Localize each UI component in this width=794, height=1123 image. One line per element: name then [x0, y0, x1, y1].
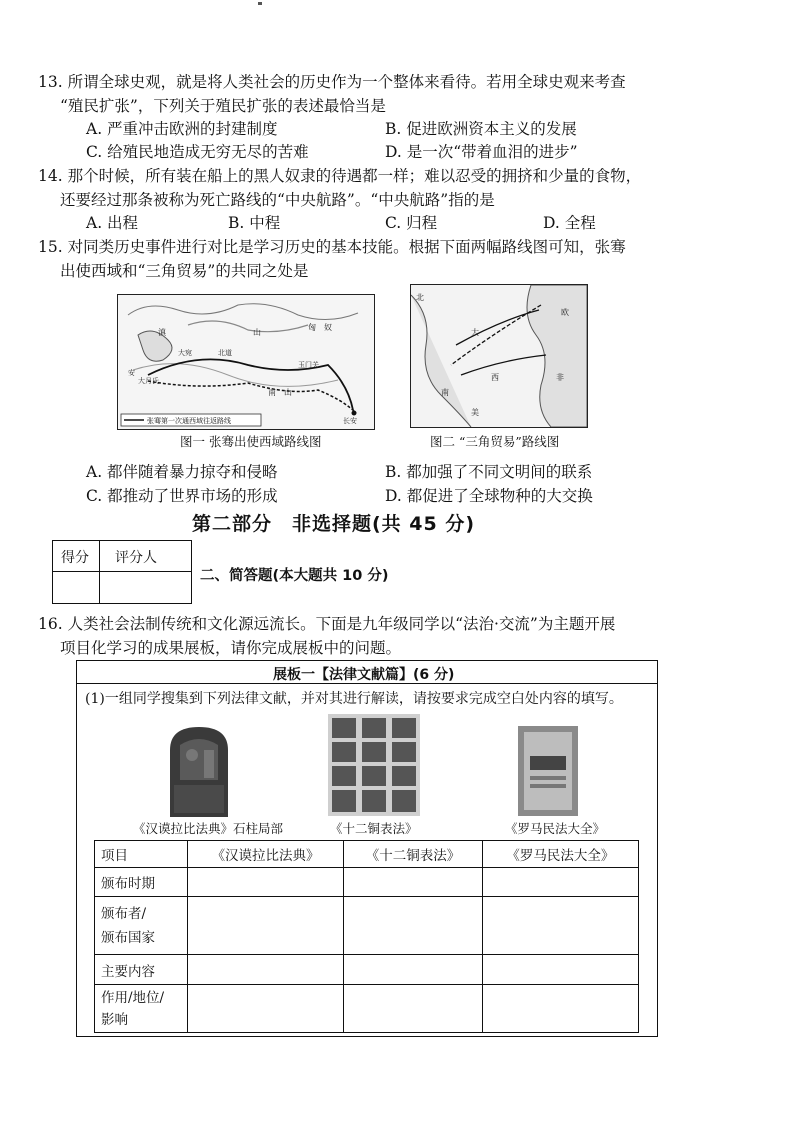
row-label-issuer: 颁布者/ 颁布国家 [95, 897, 188, 955]
table-header-row [95, 841, 639, 868]
zhang-qian-route-map [117, 294, 375, 430]
svg-text:大月氏: 大月氏 [138, 377, 159, 385]
map2-graphic [411, 285, 587, 427]
triangle-trade-route-map [410, 284, 588, 428]
q13-option-a: A. 严重冲击欧洲的封建制度 [86, 120, 278, 138]
q15-option-b: B. 都加强了不同文明间的联系 [385, 463, 593, 481]
q13-option-b: B. 促进欧洲资本主义的发展 [385, 120, 577, 138]
q15-stem-line1: 15. 对同类历史事件进行对比是学习历史的基本技能。根据下面两幅路线图可知，张骞 [38, 238, 626, 256]
q14-stem-line1: 14. 那个时候，所有装在船上的黑人奴隶的待遇都一样；难以忍受的拥挤和少量的食物， [38, 167, 642, 185]
table-row [95, 955, 639, 985]
q13-stem-line1: 13. 所谓全球史观，就是将人类社会的历史作为一个整体来看待。若用全球史观来考查 [38, 73, 626, 91]
twelve-tables-image [328, 714, 420, 816]
q16-stem-line2: 项目化学习的成果展板，请你完成展板中的问题。 [60, 639, 402, 657]
table-row [95, 868, 639, 897]
answer-cell[interactable] [482, 897, 638, 955]
svg-text:南: 南 [441, 388, 449, 397]
answer-cell[interactable] [344, 897, 483, 955]
answer-cell[interactable] [344, 985, 483, 1033]
svg-text:美: 美 [471, 408, 479, 417]
table-header-item: 项目 [95, 841, 188, 868]
q15-option-d: D. 都促进了全球物种的大交换 [385, 487, 593, 505]
q15-stem-line2: 出使西域和“三角贸易”的共同之处是 [60, 262, 309, 280]
svg-text:滇: 滇 [158, 328, 166, 337]
table-header-hammurabi: 《汉谟拉比法典》 [188, 841, 344, 868]
answer-cell[interactable] [344, 868, 483, 897]
row-label-content: 主要内容 [95, 955, 188, 985]
svg-text:欧: 欧 [561, 308, 569, 317]
map1-graphic [118, 295, 374, 429]
img2-caption: 《十二铜表法》 [330, 821, 418, 836]
q14-stem-line2: 还要经过那条被称为死亡路线的“中央航路”。“中央航路”指的是 [60, 191, 495, 209]
q13-option-c: C. 给殖民地造成无穷无尽的苦难 [86, 143, 309, 161]
svg-text:安: 安 [128, 369, 135, 377]
q15-option-a: A. 都伴随着暴力掠夺和侵略 [86, 463, 278, 481]
answer-cell[interactable] [188, 985, 344, 1033]
row-label-period: 颁布时期 [95, 868, 188, 897]
q13-option-d: D. 是一次“带着血泪的进步” [385, 143, 578, 161]
answer-cell[interactable] [482, 985, 638, 1033]
svg-text:山: 山 [253, 328, 261, 337]
score-label: 得分 [61, 550, 89, 566]
img3-caption: 《罗马民法大全》 [505, 821, 606, 836]
answer-cell[interactable] [482, 868, 638, 897]
q15-option-c: C. 都推动了世界市场的形成 [86, 487, 278, 505]
law-documents-table [94, 840, 639, 1033]
table-header-roman-law: 《罗马民法大全》 [482, 841, 638, 868]
section2-heading: 二、简答题(本大题共 10 分) [200, 568, 389, 584]
table-row [95, 985, 639, 1033]
panel-title: 展板一【法律文献篇】(6 分) [273, 667, 455, 683]
top-mark [258, 2, 262, 5]
svg-text:非: 非 [556, 373, 564, 382]
q14-option-a: A. 出程 [86, 214, 139, 232]
roman-civil-law-image [518, 726, 578, 816]
q14-option-c: C. 归程 [385, 214, 438, 232]
answer-cell[interactable] [344, 955, 483, 985]
q13-stem-line2: “殖民扩张”，下列关于殖民扩张的表述最恰当是 [60, 97, 386, 115]
map2-caption: 图二 “三角贸易”路线图 [430, 434, 560, 449]
q14-option-d: D. 全程 [543, 214, 596, 232]
answer-cell[interactable] [482, 955, 638, 985]
svg-text:北: 北 [416, 293, 424, 302]
svg-text:长安: 长安 [343, 417, 357, 425]
svg-text:玉门关: 玉门关 [298, 361, 319, 369]
answer-cell[interactable] [188, 955, 344, 985]
svg-text:大: 大 [471, 328, 479, 337]
map1-caption: 图一 张骞出使西域路线图 [180, 434, 322, 449]
img1-caption: 《汉谟拉比法典》石柱局部 [133, 821, 284, 836]
svg-text:匈 奴: 匈 奴 [308, 323, 332, 332]
answer-cell[interactable] [188, 868, 344, 897]
q16-stem-line1: 16. 人类社会法制传统和文化源远流长。下面是九年级同学以“法治·交流”为主题开展 [38, 615, 616, 633]
score-box [52, 540, 192, 604]
svg-text:大宛: 大宛 [178, 349, 192, 357]
row-label-impact: 作用/地位/ 影响 [95, 985, 188, 1033]
part2-title: 第二部分 非选择题(共 45 分) [192, 513, 476, 535]
table-header-twelve-tables: 《十二铜表法》 [344, 841, 483, 868]
svg-text:南 山: 南 山 [268, 388, 292, 397]
q14-option-b: B. 中程 [228, 214, 281, 232]
map1-legend: 张骞第一次通西域往返路线 [147, 417, 231, 425]
hammurabi-stele-image [166, 725, 232, 817]
svg-text:北道: 北道 [218, 349, 232, 357]
panel-question-1: (1)一组同学搜集到下列法律文献，并对其进行解读，请按要求完成空白处内容的填写。 [85, 691, 623, 707]
answer-cell[interactable] [188, 897, 344, 955]
table-row [95, 897, 639, 955]
svg-text:西: 西 [491, 373, 499, 382]
grader-label: 评分人 [115, 550, 157, 566]
